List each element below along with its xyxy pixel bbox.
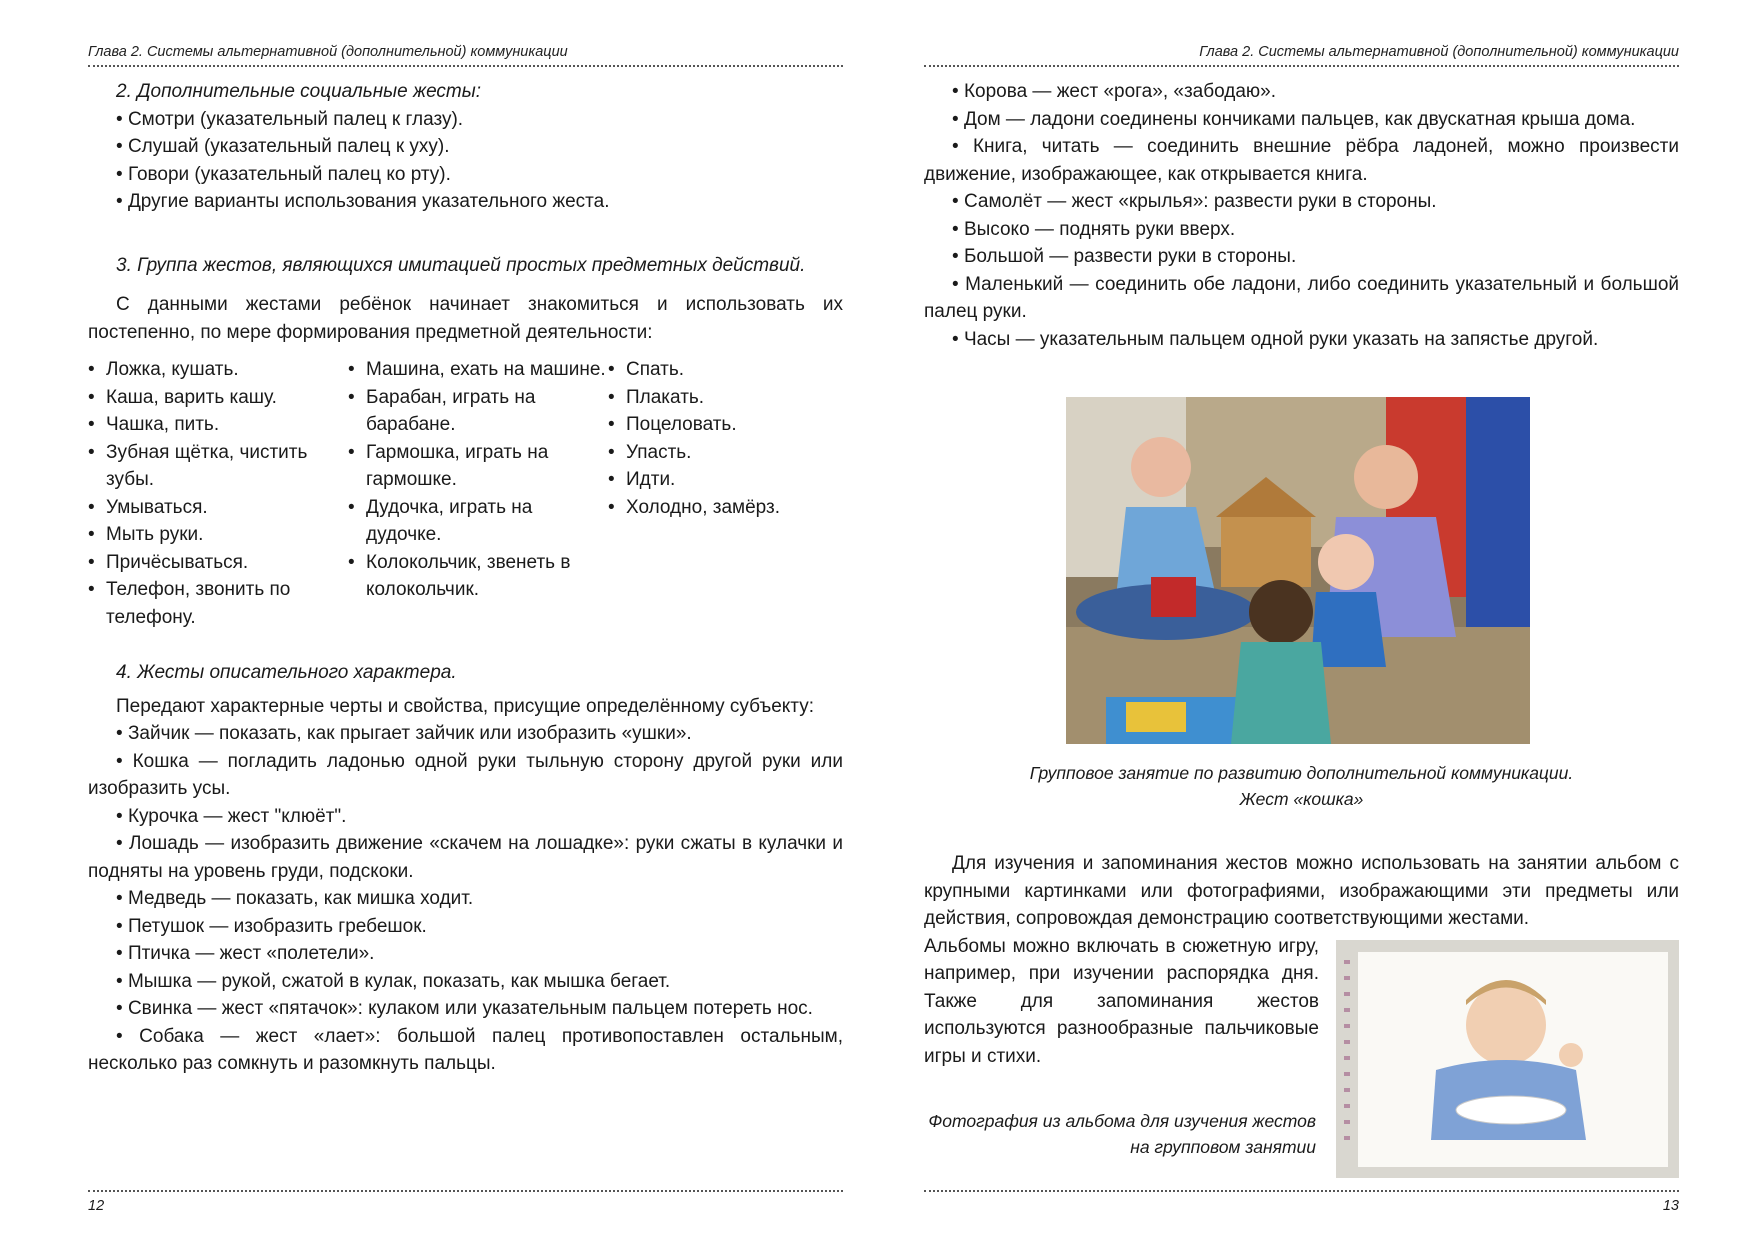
page-number: 12 [88,1190,843,1214]
list-item: • Мышка — рукой, сжатой в кулак, показать, как мышка бегает. [88,968,843,996]
gesture-columns [88,356,843,631]
list-item: • Идти. [608,466,843,494]
list-item: • Кошка — погладить ладонью одной руки тыльную сторону другой руки или изобразить усы. [88,748,843,803]
list-item: • Курочка — жест "клюёт". [88,803,843,831]
list-item: • Самолёт — жест «крылья»: развести руки в стороны. [924,188,1679,216]
page-number: 13 [924,1190,1679,1214]
list-item: • Барабан, играть на барабане. [348,384,608,439]
section-2-title: 2. Дополнительные социальные жесты: [116,81,482,102]
left-page [88,0,843,1240]
section-3-intro: С данными жестами ребёнок начинает знакомиться и использовать их постепенно, по мере формирования предметной деятельности: [88,294,843,343]
list-item: • Упасть. [608,439,843,467]
list-item: • Часы — указательным пальцем одной руки указать на запястье другой. [924,326,1679,354]
list-item: • Причёсываться. [88,549,348,577]
list-item: • Большой — развести руки в стороны. [924,243,1679,271]
list-item: • Свинка — жест «пятачок»: кулаком или указательным пальцем потереть нос. [88,995,843,1023]
list-item: • Гармошка, играть на гармошке. [348,439,608,494]
list-item: • Книга, читать — соединить внешние рёбра ладоней, можно произвести движение, изображающее, как открывается книга. [924,133,1679,188]
list-item: • Каша, варить кашу. [88,384,348,412]
list-item: • Умываться. [88,494,348,522]
list-item: • Ложка, кушать. [88,356,348,384]
list-item: • Корова — жест «рога», «забодаю». [924,78,1679,106]
list-item: • Телефон, звонить по телефону. [88,576,348,631]
list-item: • Петушок — изобразить гребешок. [88,913,843,941]
list-item: • Зайчик — показать, как прыгает зайчик или изобразить «ушки». [88,720,843,748]
list-item: • Спать. [608,356,843,384]
right-page-content [924,78,1679,353]
list-item: • Чашка, пить. [88,411,348,439]
photo-caption: Групповое занятие по развитию дополнительной коммуникации. Жест «кошка» [1029,763,1574,809]
album-paragraph: Для изучения и запоминания жестов можно использовать на занятии альбом с крупными картинками или фотографиями, изображающими эти предметы или действия, сопровождая демонстрацию соответствующими жестами. Альбомы можно включать в сюжетную игру, например, при изучении распорядка дня. Также для запоминания жестов используются разнообразные пальчиковые игры и стихи. [924,853,1679,1067]
running-header: Глава 2. Системы альтернативной (дополнительной) коммуникации [924,44,1679,67]
section-4-title: 4. Жесты описательного характера. [116,662,457,683]
list-item: • Машина, ехать на машине. [348,356,608,384]
running-header: Глава 2. Системы альтернативной (дополнительной) коммуникации [88,44,843,67]
list-item: • Поцеловать. [608,411,843,439]
group-lesson-photo [1066,397,1530,744]
list-item: • Дом — ладони соединены кончиками пальцев, как двускатная крыша дома. [924,106,1679,134]
list-item: • Высоко — поднять руки вверх. [924,216,1679,244]
list-item: • Медведь — показать, как мишка ходит. [88,885,843,913]
list-item: • Слушай (указательный палец к уху). [88,133,843,161]
section-4-intro: Передают характерные черты и свойства, присущие определённому субъекту: [116,695,814,717]
list-item: • Смотри (указательный палец к глазу). [88,106,843,134]
list-item: • Птичка — жест «полетели». [88,940,843,968]
list-item: • Зубная щётка, чистить зубы. [88,439,348,494]
left-page-content [88,78,843,1078]
list-item: • Другие варианты использования указательного жеста. [88,188,843,216]
section-3-title: 3. Группа жестов, являющихся имитацией простых предметных действий. [116,254,806,276]
list-item: • Говори (указательный палец ко рту). [88,161,843,189]
list-item: • Плакать. [608,384,843,412]
list-item: • Колокольчик, звенеть в колокольчик. [348,549,608,604]
list-item: • Лошадь — изобразить движение «скачем на лошадке»: руки сжаты в кулачки и подняты на уровень груди, подскоки. [88,830,843,885]
list-item: • Дудочка, играть на дудочке. [348,494,608,549]
album-photo-caption: Фотография из альбома для изучения жестов на групповом занятии [928,1111,1316,1157]
list-item: • Холодно, замёрз. [608,494,843,522]
album-photo [1336,940,1679,1178]
list-item: • Мыть руки. [88,521,348,549]
list-item: • Собака — жест «лает»: большой палец противопоставлен остальным, несколько раз сомкнуть и разомкнуть пальцы. [88,1023,843,1078]
list-item: • Маленький — соединить обе ладони, либо соединить указательный и большой палец руки. [924,271,1679,326]
right-page [924,0,1679,1240]
